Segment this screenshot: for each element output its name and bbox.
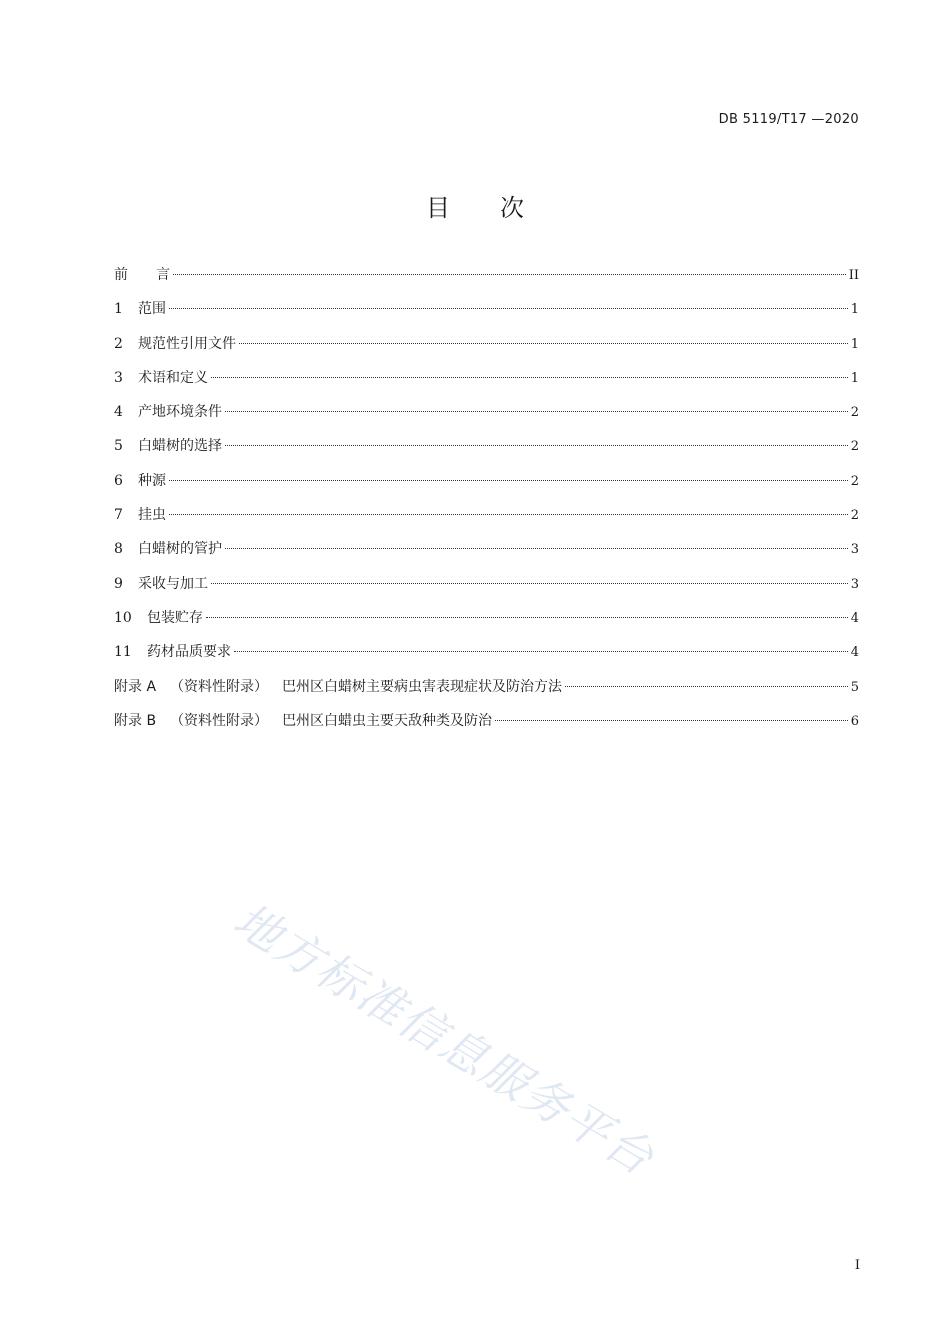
document-code: DB 5119/T17 —2020 <box>718 112 859 127</box>
toc-entry-number: 4 <box>114 404 123 421</box>
toc-entry-label: 药材品质要求 <box>147 644 231 661</box>
toc-entry-page: 5 <box>850 679 859 695</box>
toc-entry-page: 1 <box>850 302 859 318</box>
toc-entry-page: 2 <box>850 439 859 455</box>
toc-entry-9[interactable] <box>114 573 859 607</box>
toc-entry-10[interactable] <box>114 607 859 641</box>
toc-annex-prefix: 附录 A <box>114 678 157 695</box>
toc-annex-type: （资料性附录） <box>170 712 269 729</box>
toc-annex-title: 巴州区白蜡虫主要天敌种类及防治 <box>282 712 493 729</box>
toc-entry-label: 术语和定义 <box>138 369 208 386</box>
toc-entry-number: 3 <box>114 369 123 386</box>
toc-entry-number: 7 <box>114 507 123 524</box>
toc-leader-dots <box>495 720 848 721</box>
toc-entry-11[interactable] <box>114 641 859 675</box>
toc-title-part1: 目 <box>426 194 450 222</box>
toc-entry-label: 前 言 <box>114 267 170 283</box>
page-number: I <box>854 1258 860 1273</box>
toc-leader-dots <box>225 445 848 446</box>
table-of-contents <box>114 264 859 744</box>
toc-entry-page: 4 <box>850 645 859 661</box>
toc-leader-dots <box>206 617 848 618</box>
toc-entry-4[interactable] <box>114 401 859 435</box>
toc-leader-dots <box>239 343 848 344</box>
toc-annex-prefix: 附录 B <box>114 712 157 729</box>
toc-entry-number: 1 <box>114 301 123 318</box>
toc-entry-preface[interactable] <box>114 264 859 298</box>
toc-entry-number: 6 <box>114 472 123 489</box>
watermark: 地方标准信息服务平台 <box>224 892 664 1186</box>
toc-entry-label: 包装贮存 <box>147 609 203 626</box>
toc-entry-label: 挂虫 <box>138 507 166 524</box>
toc-title-part2: 次 <box>500 194 524 222</box>
toc-entry-label: 白蜡树的管护 <box>138 541 222 558</box>
toc-entry-number: 5 <box>114 438 123 455</box>
toc-entry-page: 6 <box>850 713 859 729</box>
toc-entry-number: 2 <box>114 335 123 352</box>
toc-entry-page: 4 <box>850 610 859 626</box>
toc-entry-label: 范围 <box>138 301 166 318</box>
toc-entry-8[interactable] <box>114 538 859 572</box>
toc-entry-label: 产地环境条件 <box>138 404 222 421</box>
toc-leader-dots <box>565 686 848 687</box>
toc-entry-1[interactable] <box>114 298 859 332</box>
toc-entry-page: 3 <box>850 542 859 558</box>
toc-entry-page: 1 <box>850 336 859 352</box>
toc-entry-2[interactable] <box>114 333 859 367</box>
toc-leader-dots <box>169 480 848 481</box>
toc-leader-dots <box>225 548 848 549</box>
toc-entry-annex-a[interactable] <box>114 676 859 710</box>
toc-leader-dots <box>169 514 848 515</box>
toc-annex-type: （资料性附录） <box>170 678 269 695</box>
toc-entry-page: 2 <box>850 508 859 524</box>
toc-entry-page: 1 <box>850 370 859 386</box>
toc-entry-7[interactable] <box>114 504 859 538</box>
toc-entry-label: 规范性引用文件 <box>138 335 236 352</box>
toc-entry-number: 9 <box>114 575 123 592</box>
toc-entry-number: 11 <box>114 644 132 661</box>
toc-annex-title: 巴州区白蜡树主要病虫害表现症状及防治方法 <box>282 678 563 695</box>
toc-entry-6[interactable] <box>114 470 859 504</box>
toc-entry-annex-b[interactable] <box>114 710 859 744</box>
toc-leader-dots <box>225 411 848 412</box>
toc-leader-dots <box>211 377 848 378</box>
toc-entry-label: 白蜡树的选择 <box>138 438 222 455</box>
toc-leader-dots <box>169 308 848 309</box>
toc-entry-5[interactable] <box>114 435 859 469</box>
toc-entry-page: 3 <box>850 576 859 592</box>
toc-entry-page: 2 <box>850 405 859 421</box>
toc-entry-label: 种源 <box>138 472 166 489</box>
toc-entry-3[interactable] <box>114 367 859 401</box>
toc-leader-dots <box>173 274 846 275</box>
toc-leader-dots <box>211 583 848 584</box>
toc-entry-page: 2 <box>850 473 859 489</box>
toc-leader-dots <box>234 651 848 652</box>
toc-entry-number: 8 <box>114 541 123 558</box>
toc-title <box>0 188 950 223</box>
toc-entry-number: 10 <box>114 609 132 626</box>
toc-entry-page: II <box>848 268 859 283</box>
toc-entry-label: 采收与加工 <box>138 575 208 592</box>
